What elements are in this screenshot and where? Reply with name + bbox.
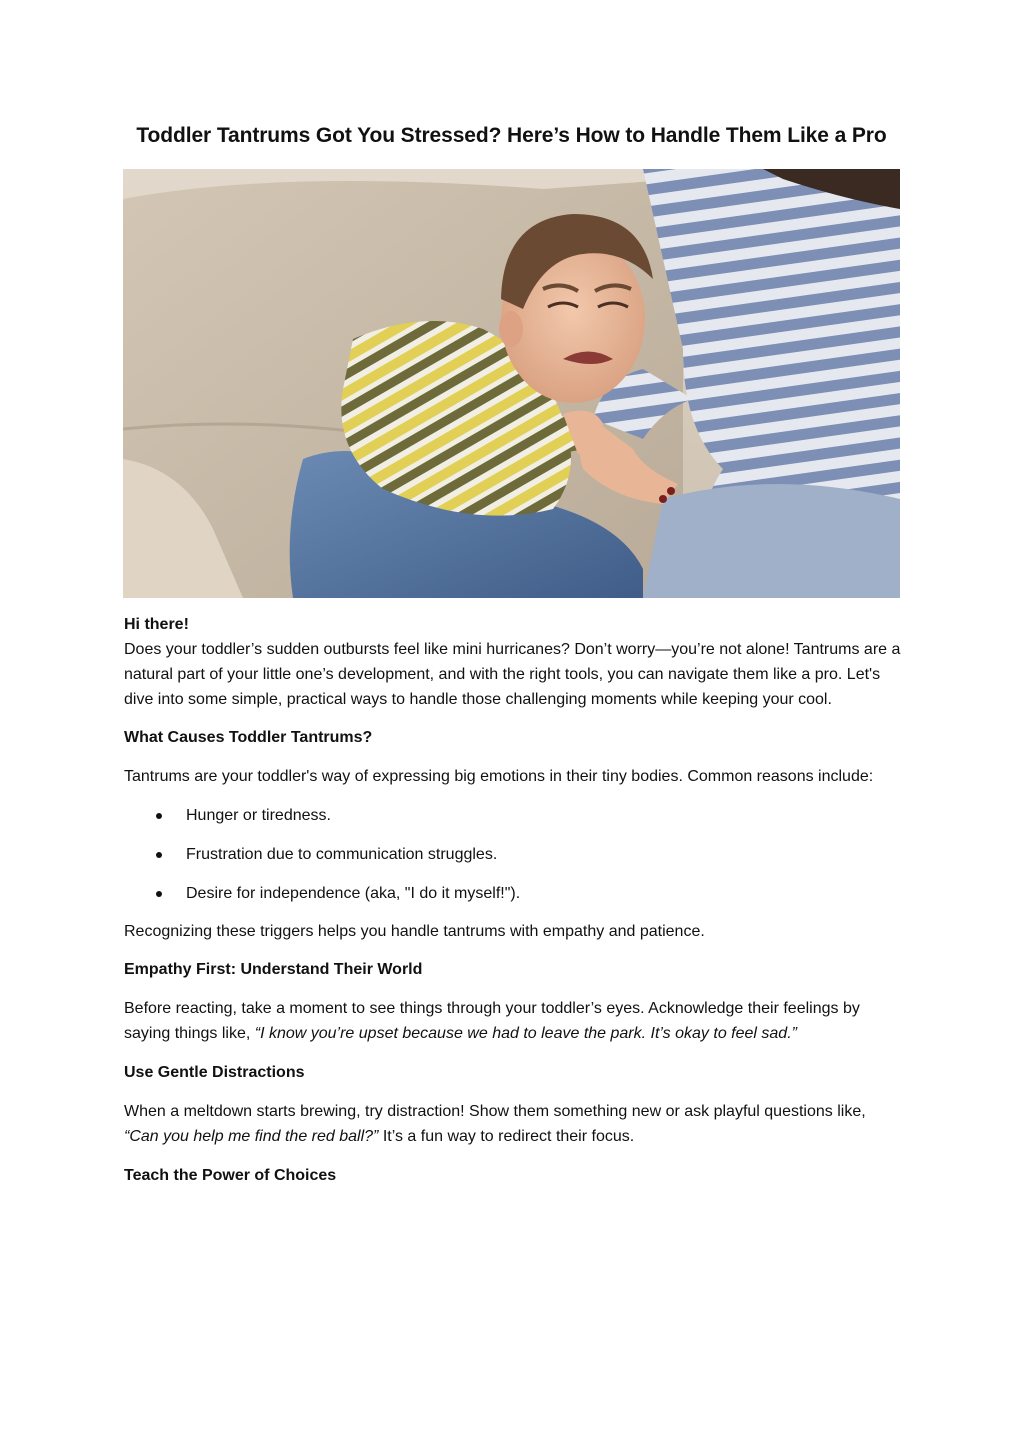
bullet-icon — [156, 891, 162, 897]
empathy-paragraph — [124, 996, 904, 1046]
causes-paragraph: Tantrums are your toddler's way of expressing big emotions in their tiny bodies. Common reasons include: — [124, 768, 874, 785]
bullet-icon — [156, 852, 162, 858]
greeting: Hi there! — [124, 616, 189, 633]
bullet-icon — [156, 813, 162, 819]
list-item — [124, 881, 904, 906]
causes-list — [124, 803, 904, 906]
empathy-text: Before reacting, take a moment to see things through your toddler’s eyes. Acknowledge their feelings by saying things like, — [124, 1000, 860, 1042]
distractions-text: When a meltdown starts brewing, try distraction! Show them something new or ask playful questions like, — [124, 1103, 866, 1120]
list-item — [124, 842, 904, 867]
distractions-paragraph — [124, 1099, 904, 1149]
section-heading-choices: Teach the Power of Choices — [124, 1167, 337, 1184]
section-heading-empathy: Empathy First: Understand Their World — [124, 961, 423, 978]
list-item-text: Hunger or tiredness. — [186, 807, 331, 824]
article-title: Toddler Tantrums Got You Stressed? Here’s How to Handle Them Like a Pro — [136, 124, 887, 147]
section-heading-distractions: Use Gentle Distractions — [124, 1064, 305, 1081]
empathy-quote: “I know you’re upset because we had to leave the park. It’s okay to feel sad.” — [254, 1025, 797, 1042]
distractions-quote: “Can you help me find the red ball?” — [124, 1128, 379, 1145]
crying-toddler-photo-icon — [123, 169, 900, 598]
hero-image — [123, 169, 900, 598]
list-item-text: Desire for independence (aka, "I do it myself!"). — [186, 885, 521, 902]
intro-paragraph: Does your toddler’s sudden outbursts feel like mini hurricanes? Don’t worry—you’re not alone! Tantrums are a natural part of your little one’s development, and with the right tools, you can navigate them like a pro. Let's dive into some simple, practical ways to handle those challenging moments while keeping your cool. — [124, 641, 901, 708]
section-heading-causes: What Causes Toddler Tantrums? — [124, 729, 373, 746]
distractions-text-after: It’s a fun way to redirect their focus. — [378, 1128, 635, 1145]
list-item-text: Frustration due to communication struggles. — [186, 846, 498, 863]
list-item — [124, 803, 904, 828]
causes-closing: Recognizing these triggers helps you handle tantrums with empathy and patience. — [124, 923, 705, 940]
article-body — [124, 612, 904, 1188]
